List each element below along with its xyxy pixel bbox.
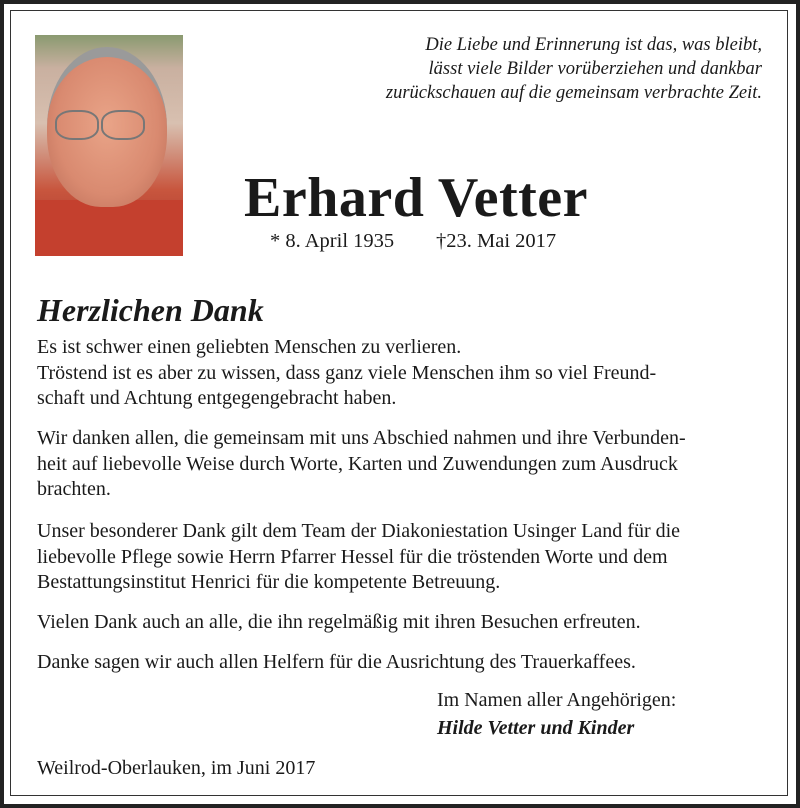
deceased-name: Erhard Vetter — [244, 167, 589, 229]
text-line: Unser besonderer Dank gilt dem Team der Diakoniestation Usinger Land für die — [37, 520, 681, 542]
text-line: Bestattungsinstitut Henrici für die kompetente Betreuung. — [37, 571, 501, 593]
signature-line: Im Namen aller Angehörigen: — [437, 689, 677, 711]
quote-line: zurückschauen auf die gemeinsam verbrachte Zeit. — [385, 83, 762, 103]
text-line: Tröstend ist es aber zu wissen, dass ganz viele Menschen ihm so viel Freund- — [37, 361, 657, 384]
death-date: †23. Mai 2017 — [436, 230, 557, 252]
signature-names: Hilde Vetter und Kinder — [437, 717, 635, 739]
text-line: brachten. — [37, 478, 111, 500]
thanks-heading: Herzlichen Dank — [37, 292, 264, 328]
memorial-quote — [386, 33, 762, 105]
quote-line: Die Liebe und Erinnerung ist das, was bleibt, — [425, 35, 762, 55]
text-line: Wir danken allen, die gemeinsam mit uns Abschied nahmen und ihre Verbunden- — [37, 427, 686, 449]
portrait-photo — [35, 35, 183, 256]
place-date: Weilrod-Oberlauken, im Juni 2017 — [37, 757, 316, 779]
text-line: Es ist schwer einen geliebten Menschen zu verlieren. — [37, 336, 462, 358]
birth-date: * 8. April 1935 — [270, 230, 395, 252]
signature — [437, 686, 676, 742]
paragraph — [37, 335, 765, 412]
text-line: heit auf liebevolle Weise durch Worte, Karten und Zuwendungen zum Ausdruck — [37, 452, 678, 475]
paragraph — [37, 519, 765, 596]
text-line: Vielen Dank auch an alle, die ihn regelmäßig mit ihren Besuchen erfreuten. — [37, 611, 641, 633]
text-line: liebevolle Pflege sowie Herrn Pfarrer Hessel für die tröstenden Worte und dem — [37, 545, 668, 568]
paragraph — [37, 650, 765, 676]
quote-line: lässt viele Bilder vorüberziehen und dankbar — [428, 59, 762, 79]
paragraph — [37, 426, 765, 503]
text-line: schaft und Achtung entgegengebracht haben. — [37, 387, 397, 409]
paragraph — [37, 610, 765, 636]
text-line: Danke sagen wir auch allen Helfern für die Ausrichtung des Trauerkaffees. — [37, 651, 636, 673]
